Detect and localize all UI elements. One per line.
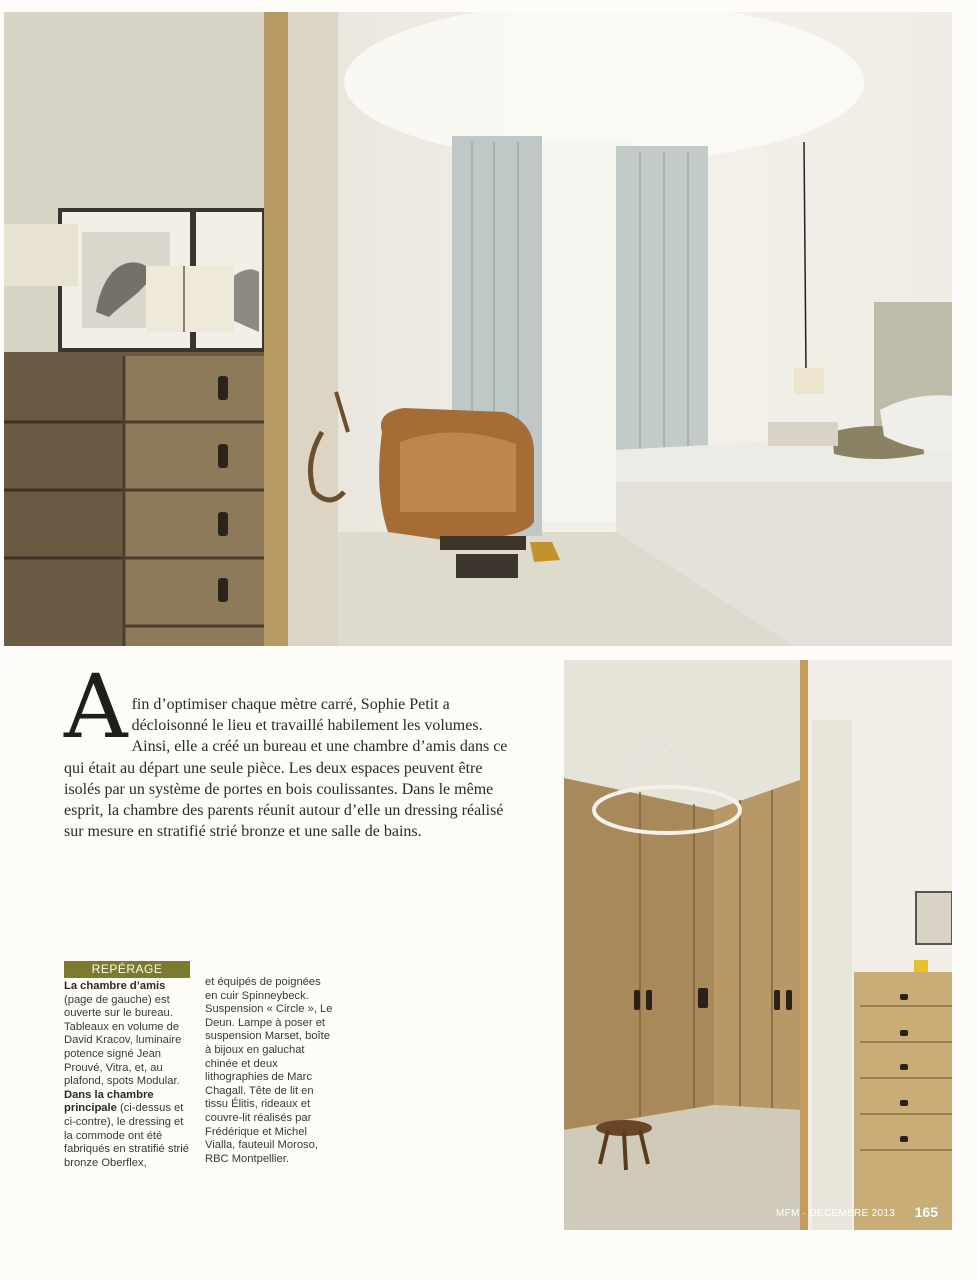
reperage-column-1: [64, 980, 194, 1170]
reperage-heading-guest-room: La chambre d’amis: [64, 980, 166, 992]
article-intro: [64, 655, 510, 866]
dressing-room-photo: [564, 660, 952, 1230]
reperage-heading-main-room: Dans la chambre principale: [64, 1088, 154, 1115]
bedroom-photo: [4, 12, 952, 646]
drop-cap: A: [64, 655, 128, 758]
page-number: 165: [914, 1204, 938, 1220]
reperage-column-2: et équipés de poignées en cuir Spinneybeck. Suspension « Circle », Le Deun. Lampe à poser et suspension Marset, boîte à bijoux en galuchat chinée et deux lithographies de Marc Chagall. Tête de lit en tissu Élitis, rideaux et couvre-lit réalisés par Frédérique et Michel Vialla, fauteuil Moroso, RBC Montpellier.: [205, 976, 333, 1165]
magazine-date: MFM · DÉCEMBRE 2013: [776, 1208, 896, 1219]
page-footer: [776, 1204, 946, 1224]
reperage-text-guest-room: (page de gauche) est ouverte sur le bureau. Tableaux en volume de David Kracov, luminaire potence signé Jean Prouvé, Vitra, et, au plafond, spots Modular.: [64, 993, 182, 1088]
reperage-label: REPÉRAGE: [64, 961, 190, 978]
reperage-text-main-room: (ci-dessus et ci-contre), le dressing et la commode ont été fabriqués en stratifié strié bronze Oberflex,: [64, 1102, 189, 1169]
article-paragraph: fin d’optimiser chaque mètre carré, Sophie Petit a décloisonné le lieu et travaillé habilement les volumes. Ainsi, elle a créé un bureau et une chambre d’amis dans ce qui était au départ une seule pièce. Les deux espaces peuvent être isolés par un système de portes en bois coulissantes. Dans le même esprit, la chambre des parents réunit autour d’elle un dressing réalisé sur mesure en stratifié strié bronze et une salle de bains.: [64, 696, 508, 841]
